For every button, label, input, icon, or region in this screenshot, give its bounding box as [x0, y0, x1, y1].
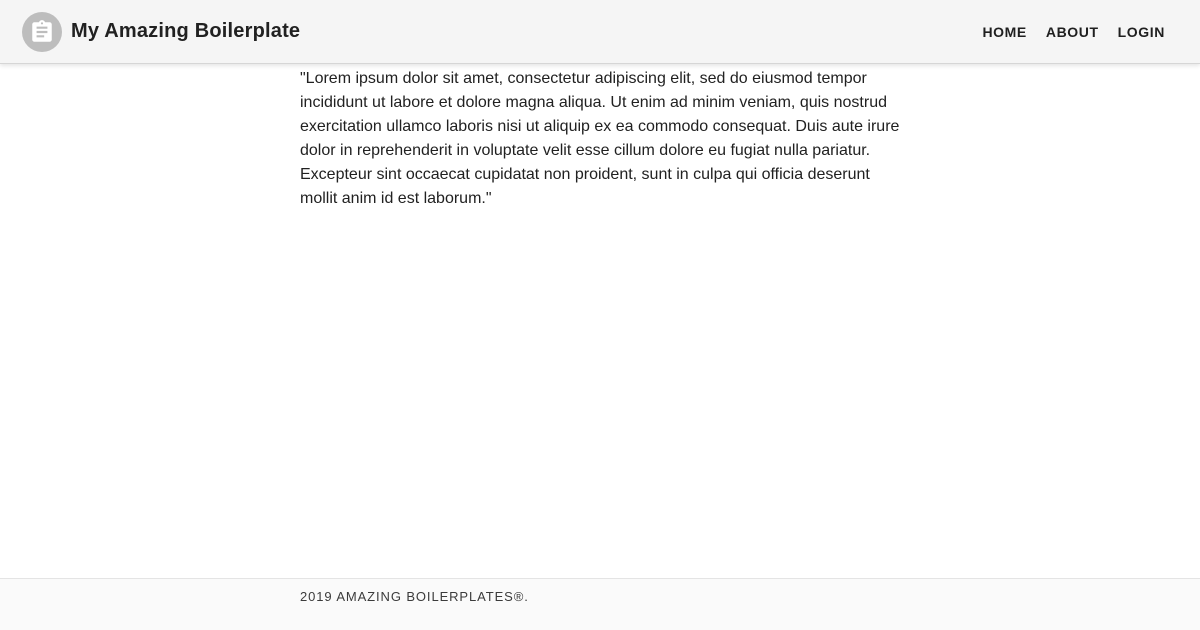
clipboard-icon — [29, 19, 55, 45]
footer-container — [300, 579, 900, 606]
app-header — [0, 0, 1200, 63]
copyright-text: 2019 AMAZING BOILERPLATES®. — [300, 589, 529, 604]
main-content — [0, 63, 1200, 578]
main-nav — [963, 24, 1165, 40]
brand[interactable] — [22, 12, 300, 52]
app-title: My Amazing Boilerplate — [71, 20, 301, 42]
nav-login[interactable]: LOGIN — [1117, 23, 1165, 40]
page-footer — [0, 578, 1200, 630]
nav-about[interactable]: ABOUT — [1045, 23, 1099, 40]
logo-avatar — [22, 12, 62, 52]
nav-home[interactable]: HOME — [982, 23, 1027, 40]
lorem-quote: "Lorem ipsum dolor sit amet, consectetur adipiscing elit, sed do eiusmod tempor incididunt ut labore et dolore magna aliqua. Ut enim ad minim veniam, quis nostrud exercitation ullamco laboris nisi ut aliquip ex ea commodo consequat. Duis aute irure dolor in reprehenderit in voluptate velit esse cillum dolore eu fugiat nulla pariatur. Excepteur sint occaecat cupidatat non proident, sunt in culpa qui officia deserunt mollit anim id est laborum." — [300, 70, 900, 207]
content-container — [300, 63, 900, 211]
